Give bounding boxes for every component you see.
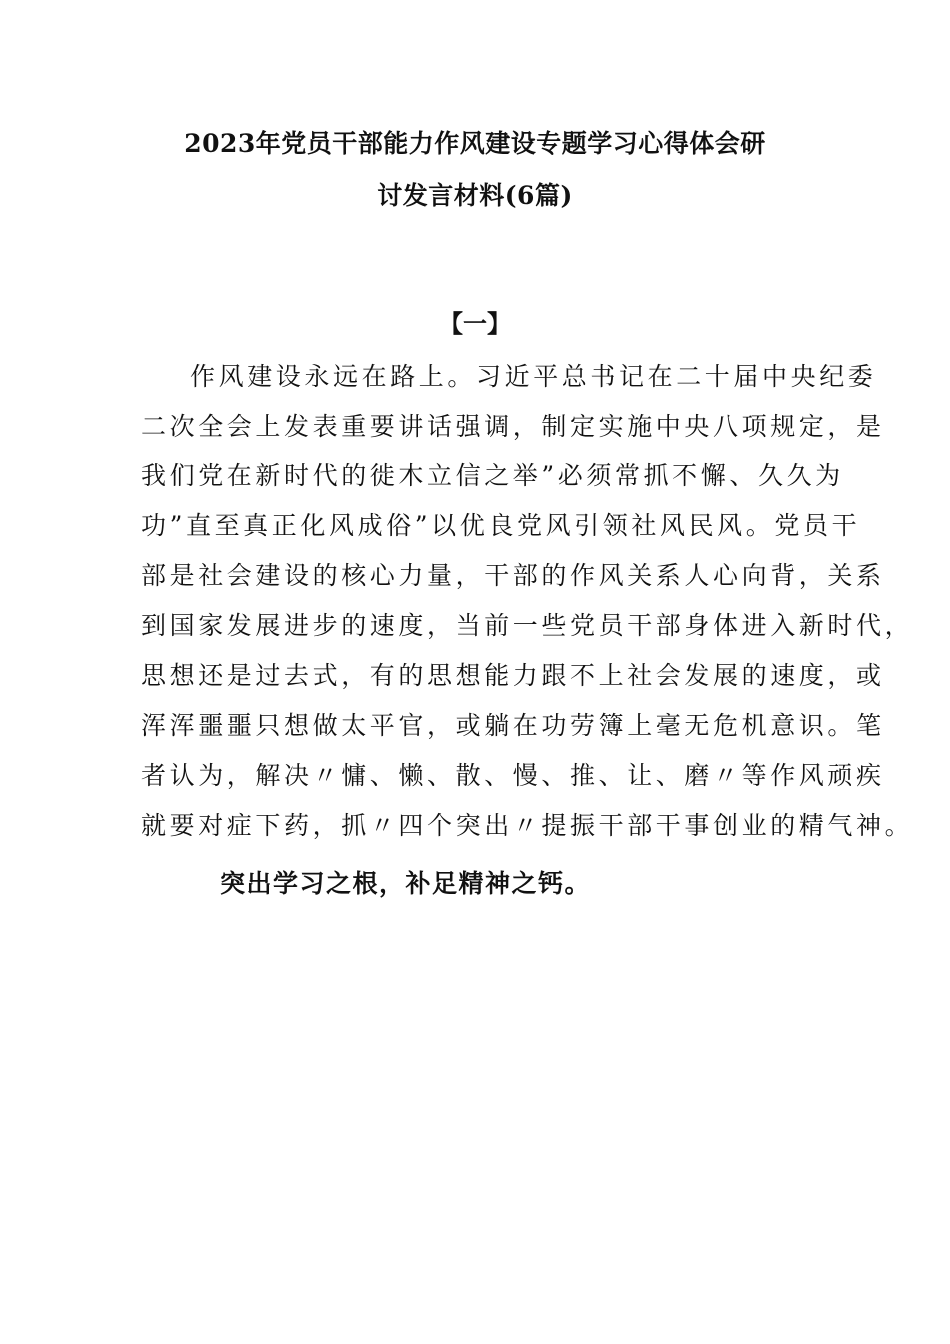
paragraph-line: 浑浑噩噩只想做太平官，或躺在功劳簿上毫无危机意识。笔	[141, 711, 885, 740]
paragraph-line: 我们党在新时代的徙木立信之举”必须常抓不懈、久久为	[141, 461, 844, 490]
paragraph-line: 功”直至真正化风成俗”以优良党风引领社风民风。党员干	[141, 511, 861, 540]
paragraph-line: 者认为，解决〃慵、懒、散、慢、推、让、磨〃等作风顽疾	[141, 761, 885, 790]
document-title-line-1: 2023年党员干部能力作风建设专题学习心得体会研	[184, 129, 766, 158]
section-subheading: 突出学习之根，补足精神之钙。	[220, 869, 592, 898]
paragraph-line: 思想还是过去式，有的思想能力跟不上社会发展的速度，或	[141, 661, 885, 690]
paragraph-line: 部是社会建设的核心力量，干部的作风关系人心向背，关系	[141, 561, 885, 590]
document-title-line-2: 讨发言材料(6篇)	[377, 181, 573, 210]
section-marker: 【一】	[439, 309, 511, 338]
paragraph-line: 到国家发展进步的速度，当前一些党员干部身体进入新时代，	[141, 611, 914, 640]
paragraph-line: 就要对症下药，抓〃四个突出〃提振干部干事创业的精气神。	[141, 811, 914, 840]
paragraph-line: 作风建设永远在路上。习近平总书记在二十届中央纪委	[190, 362, 877, 391]
paragraph-line: 二次全会上发表重要讲话强调，制定实施中央八项规定，是	[141, 412, 885, 441]
